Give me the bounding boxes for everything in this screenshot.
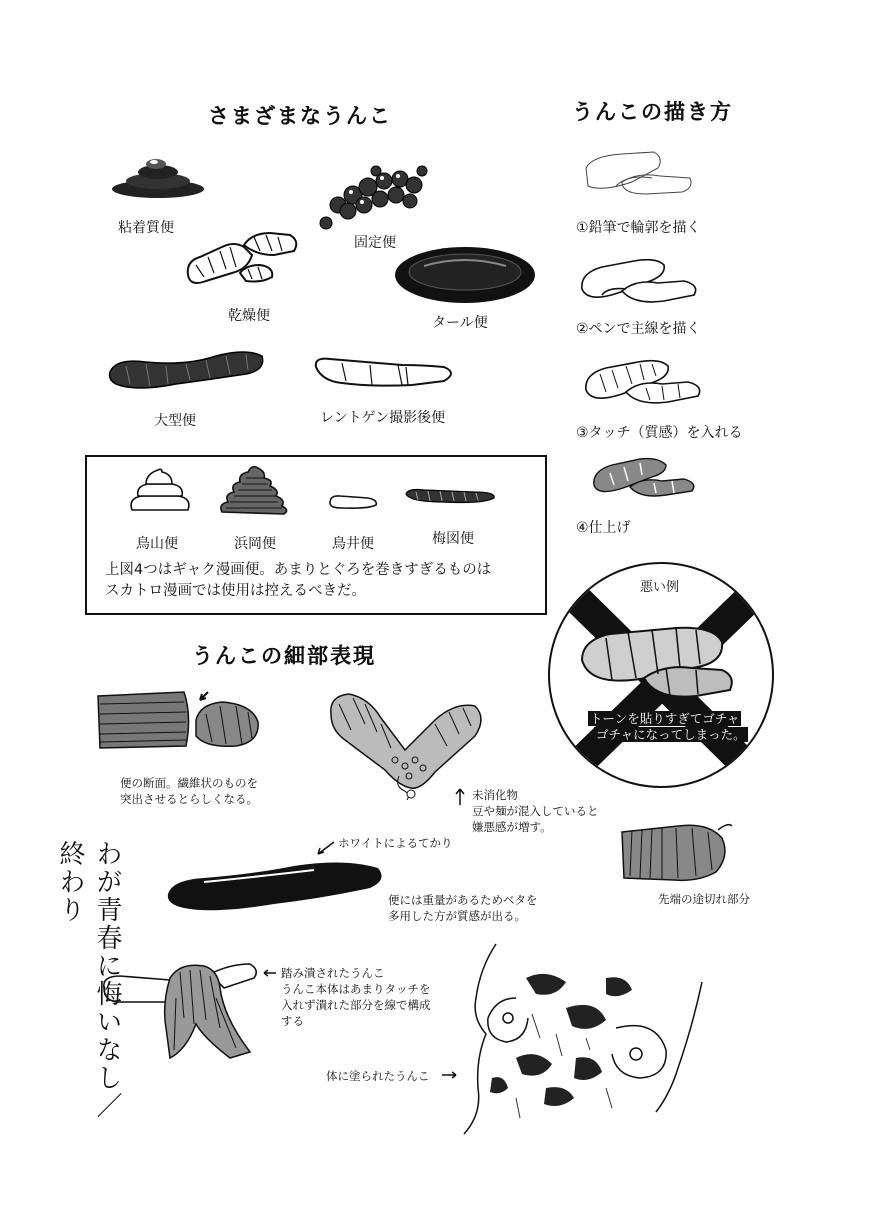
gag-box-note-line2: スカトロ漫画では使用は控えるべきだ。 [105, 583, 366, 599]
bad-example-caption-line1: トーンを貼りすぎてゴチャ [590, 711, 740, 726]
note-cross-section-2: 突出させるとらしくなる。 [120, 792, 258, 806]
toriyama-stool-illustration [128, 466, 192, 516]
step3-label: ③タッチ（質感）を入れる [576, 425, 743, 441]
undigested-arrow-icon [452, 785, 466, 807]
heading-types: さまざまなうんこ [208, 104, 392, 128]
step4-label: ④仕上げ [576, 520, 631, 536]
label-hamaoka: 浜岡便 [234, 536, 276, 552]
label-umezu: 梅図便 [432, 531, 474, 547]
step2-line-illustration [578, 255, 702, 307]
heading-details: うんこの細部表現 [192, 644, 376, 668]
torii-stool-illustration [328, 493, 380, 511]
note-tip: 先端の途切れ部分 [658, 892, 750, 906]
heavy-stool-illustration [164, 858, 386, 916]
note-heavy-2: 多用した方が質感が出る。 [388, 909, 526, 923]
cross-section-illustration [96, 686, 264, 752]
tar-stool-illustration [394, 246, 536, 304]
kanso-stool-illustration [182, 225, 302, 297]
note-stepped-1: 踏み潰されたうんこ [281, 966, 385, 980]
step4-final-illustration [590, 455, 700, 499]
gag-box-note-line1: 上図4つはギャク漫画便。あまりとぐろを巻きすぎるものは [105, 562, 492, 578]
step2-label: ②ペンで主線を描く [576, 321, 701, 337]
ogata-stool-illustration [106, 348, 266, 393]
note-undigested-title: 未消化物 [472, 788, 518, 802]
note-cross-section-1: 便の断面。繊維状のものを [120, 776, 258, 790]
label-tar: タール便 [432, 315, 488, 331]
step3-texture-illustration [582, 356, 708, 408]
label-torii: 鳥井便 [332, 536, 374, 552]
note-stepped-3: 入れず潰れた部分を線で構成 [281, 998, 431, 1012]
note-stepped-4: する [281, 1014, 304, 1028]
heading-howto: うんこの描き方 [572, 100, 733, 124]
side-title: わが青春に悔いなし／終わり [55, 840, 122, 1120]
kotei-stool-illustration [318, 165, 430, 233]
body-smeared-illustration [456, 938, 706, 1134]
stepped-arrow-icon [262, 968, 278, 978]
bad-example-caption-line2: ゴチャになってしまった。 [596, 727, 746, 742]
note-undigested-1: 豆や麺が混入していると [472, 804, 599, 818]
tip-illustration [618, 820, 734, 886]
step1-label: ①鉛筆で輪郭を描く [576, 220, 701, 236]
label-ogata: 大型便 [154, 413, 196, 429]
label-kanso: 乾燥便 [228, 308, 270, 324]
highlight-arrow-icon [316, 840, 336, 856]
label-toriyama: 鳥山便 [136, 536, 178, 552]
bad-example-title: 悪い例 [640, 576, 679, 595]
xray-stool-illustration [312, 355, 458, 395]
note-stepped-2: うんこ本体はあまりタッチを [281, 982, 431, 996]
note-highlight: ホワイトによるてかり [338, 836, 453, 850]
note-heavy-1: 便には重量があるためベタを [388, 893, 538, 907]
label-xray: レントゲン撮影後便 [320, 410, 446, 426]
label-kotei: 固定便 [354, 235, 396, 251]
note-body: 体に塗られたうんこ [326, 1069, 430, 1083]
nenchaku-stool-illustration [110, 155, 206, 200]
umezu-stool-illustration [404, 486, 498, 506]
step1-sketch-illustration [582, 148, 696, 198]
label-nenchaku: 粘着質便 [118, 220, 174, 236]
note-undigested-2: 嫌悪感が増す。 [472, 820, 552, 834]
hamaoka-stool-illustration [218, 464, 290, 516]
